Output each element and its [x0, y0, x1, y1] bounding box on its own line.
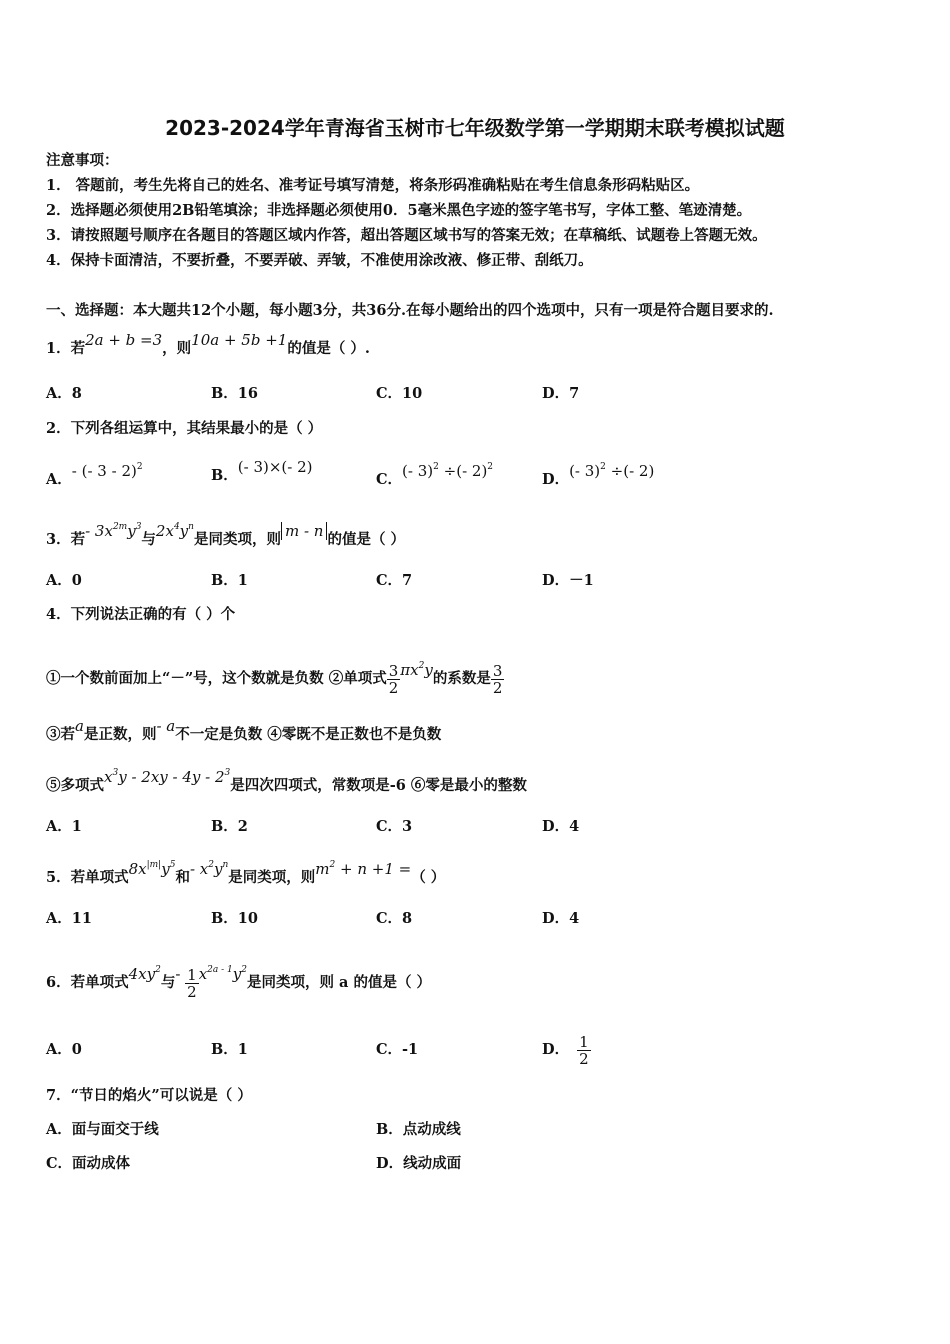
q7-option-a[interactable]: A．面与面交于线	[46, 1121, 159, 1138]
q1-expr-2: 10a + 5b +1	[191, 331, 288, 349]
q4-option-d[interactable]: D．4	[542, 818, 580, 835]
notice-item-4: 4．保持卡面清洁，不要折叠，不要弄破、弄皱，不准使用涂改液、修正带、刮纸刀。	[46, 252, 593, 269]
q4-statement-3-4: ③若a是正数，则- a不一定是负数 ④零既不是正数也不是负数	[46, 717, 442, 743]
q2-label-a: A．	[46, 471, 72, 488]
q3-option-b[interactable]: B．1	[211, 572, 248, 589]
notice-item-1: 1． 答题前，考生先将自己的姓名、准考证号填写清楚，将条形码准确粘贴在考生信息条形码粘贴区。	[46, 177, 700, 194]
question-4: 4．下列说法正确的有（ ）个	[46, 606, 236, 623]
q4-fraction: $\frac{3}{2}$	[388, 661, 399, 697]
q2-expr-a: - (- 3 - 2)$^2$	[71, 462, 143, 480]
q3-option-a[interactable]: A．0	[46, 572, 82, 589]
question-6: 6．若单项式$4xy^2$与- $\frac{1}{2}$ $x^{2a - 1}y^2$是同类项，则 a 的值是（ ）	[46, 965, 432, 1001]
q1-expr-1: 2a + b =3	[85, 331, 163, 349]
q2-label-c: C．	[376, 471, 403, 488]
notice-item-3: 3．请按照题号顺序在各题目的答题区域内作答，超出答题区域书写的答案无效；在草稿纸、试题卷上答题无效。	[46, 227, 767, 244]
q3-expr-2: $2x^4y^n$	[155, 522, 194, 540]
q4-option-b[interactable]: B．2	[211, 818, 248, 835]
q5-expr-2: - $x^2y^n$	[189, 860, 229, 878]
q3-option-d[interactable]: D．－1	[542, 572, 594, 589]
q4-option-c[interactable]: C．3	[376, 818, 413, 835]
section-heading: 一、选择题：本大题共12个小题，每小题3分，共36分.在每小题给出的四个选项中，只有一项是符合题目要求的.	[46, 302, 774, 319]
question-5: 5．若单项式$8x^{|m|}y^5$和- $x^2y^n$是同类项，则$m^2 + n +1$ =（ ）	[46, 860, 446, 886]
q6-option-b[interactable]: B．1	[211, 1041, 248, 1058]
page-title: 2023-2024学年青海省玉树市七年级数学第一学期期末联考模拟试题	[165, 116, 785, 140]
q1-prefix: 1．若	[46, 340, 86, 357]
q6-expr-1: $4xy^2$	[128, 965, 161, 983]
q4-polynomial: $x^3y - 2xy - 4y - 2^3$	[104, 768, 231, 786]
q2-expr-c: (- 3)$^2$ ÷(- 2)$^2$	[402, 462, 494, 480]
q6-fraction: $\frac{1}{2}$	[187, 965, 197, 1001]
q5-option-b[interactable]: B．10	[211, 910, 258, 927]
q7-option-b[interactable]: B．点动成线	[376, 1121, 461, 1138]
q4-statement-1-2: ①一个数前面加上“－”号，这个数就是负数 ②单项式 $\frac{3}{2}$ $\pi x^2y$的系数是 $\frac{3}{2}$	[46, 661, 503, 697]
q6-option-d[interactable]: D． $\frac{1}{2}$	[542, 1032, 589, 1068]
q2-option-b[interactable]	[211, 458, 313, 486]
q3-expr-abs: m - n	[281, 522, 328, 540]
q4-option-a[interactable]: A．1	[46, 818, 82, 835]
notice-item-2: 2．选择题必须使用2B铅笔填涂；非选择题必须使用0．5毫米黑色字迹的签字笔书写，字体工整、笔迹清楚。	[46, 202, 752, 219]
q2-expr-d: (- 3)$^2$ ÷(- 2)	[569, 462, 655, 480]
q2-option-a[interactable]	[46, 462, 143, 490]
q2-option-c[interactable]	[376, 462, 494, 490]
q4-coefficient: $\frac{3}{2}$	[492, 661, 503, 697]
q7-option-c[interactable]: C．面动成体	[46, 1155, 131, 1172]
q6-option-d-fraction: $\frac{1}{2}$	[579, 1032, 589, 1068]
q5-expr-3: $m^2 + n +1$ =	[315, 860, 412, 878]
q5-expr-1: $8x^{|m|}y^5$	[128, 860, 176, 878]
q2-label-b: B．	[211, 467, 238, 484]
question-2: 2．下列各组运算中，其结果最小的是（ ）	[46, 420, 323, 437]
q1-option-c[interactable]: C．10	[376, 385, 423, 402]
q5-option-d[interactable]: D．4	[542, 910, 580, 927]
q1-option-b[interactable]: B．16	[211, 385, 258, 402]
notice-heading: 注意事项：	[46, 152, 119, 169]
q5-option-c[interactable]: C．8	[376, 910, 413, 927]
q6-option-c[interactable]: C．-1	[376, 1041, 419, 1058]
question-3: 3．若- $3x^{2m}y^3$与$2x^4y^n$是同类项，则 m - n 的值是（ ）	[46, 522, 406, 548]
q2-expr-b: (- 3)×(- 2)	[237, 458, 313, 476]
q7-option-d[interactable]: D．线动成面	[376, 1155, 462, 1172]
q3-option-c[interactable]: C．7	[376, 572, 413, 589]
question-1	[46, 331, 370, 359]
q5-option-a[interactable]: A．11	[46, 910, 92, 927]
q2-option-d[interactable]	[542, 462, 655, 490]
q6-expr-2: $x^{2a - 1}y^2$	[198, 965, 247, 983]
q1-suffix: 的值是（ ）.	[287, 340, 370, 357]
q3-expr-1: - $3x^{2m}y^3$	[85, 522, 142, 540]
q1-option-d[interactable]: D．7	[542, 385, 580, 402]
q1-mid: ，则	[162, 340, 192, 357]
q1-option-a[interactable]: A．8	[46, 385, 82, 402]
q6-option-a[interactable]: A．0	[46, 1041, 82, 1058]
q2-label-d: D．	[542, 471, 570, 488]
q4-monomial: $\pi x^2y$	[400, 661, 433, 679]
question-7: 7．“节日的焰火”可以说是（ ）	[46, 1087, 252, 1104]
q4-statement-5-6: ⑤多项式$x^3y - 2xy - 4y - 2^3$是四次四项式，常数项是-6 ⑥零是最小的整数	[46, 768, 527, 794]
